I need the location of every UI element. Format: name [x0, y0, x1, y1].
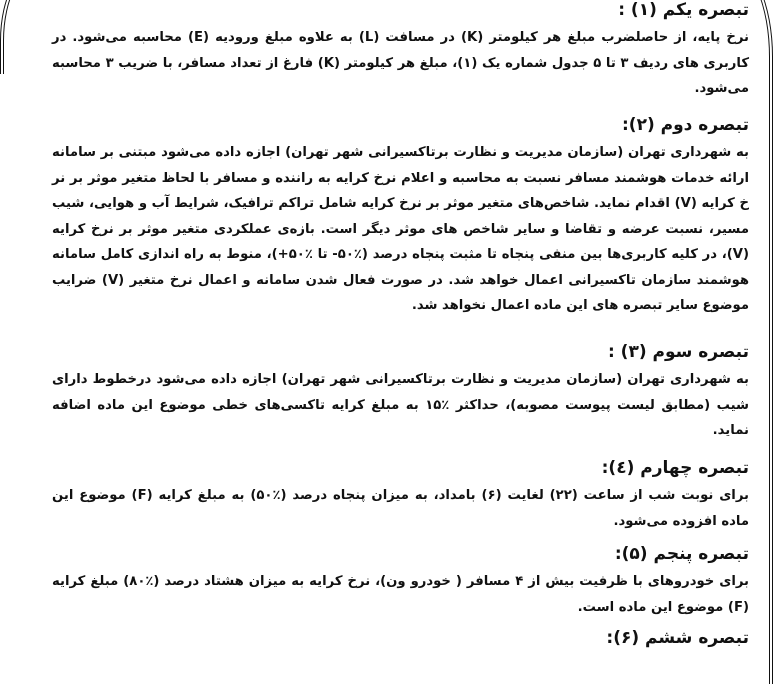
note-3-body: به شهرداری تهران (سازمان مدیریت و نظارت برتاکسیرانی شهر تهران) اجازه داده می‌شود درخطوط دارای شیب (مطابق لیست پیوست مصوبه)، حداکثر ٪۱۵ به مبلغ کرایه تاکسی‌های خطی موضوع این ماده اضافه نماید.	[52, 372, 749, 438]
note-4-heading: تبصره چهارم (٤):	[601, 458, 749, 478]
note-6-partial	[52, 625, 749, 651]
note-2-heading: تبصره دوم (۲):	[621, 115, 749, 135]
document-page	[52, 0, 750, 648]
note-3	[52, 339, 749, 444]
note-5-body: برای خودروهای با ظرفیت بیش از ۴ مسافر ( خودرو ون)، نرخ کرایه به میزان هشتاد درصد (٪۸۰) مبلغ کرایه (F) موضوع این ماده است.	[52, 574, 749, 615]
note-2	[52, 112, 749, 319]
note-1-heading: تبصره یکم (۱) :	[618, 0, 749, 20]
page-border-left-ornament	[0, 0, 44, 74]
note-5-heading: تبصره پنجم (۵):	[614, 544, 749, 564]
note-3-heading: تبصره سوم (۳) :	[607, 342, 749, 362]
note-1	[52, 0, 749, 102]
note-4-body: برای نوبت شب از ساعت (۲۲) لغایت (۶) بامداد، به میزان پنجاه درصد (٪۵۰) به مبلغ کرایه (F) موضوع این ماده افزوده می‌شود.	[52, 488, 749, 529]
note-6-heading: تبصره ششم (۶):	[606, 628, 749, 648]
note-2-body: به شهرداری تهران (سازمان مدیریت و نظارت برتاکسیرانی شهر تهران) اجازه داده می‌شود مبتنی بر سامانه ارائه خدمات هوشمند مسافر نسبت به محاسبه و اعلام نرخ کرایه به راننده و مسافر با لحاظ متغیر موثر بر نر خ کرایه (V) اقدام نماید. شاخص‌های متغیر موثر بر نرخ کرایه شامل تراکم ترافیک، شرایط آب و هوایی، شیب مسیر، نسبت عرضه و تقاضا و سایر شاخص های موثر دیگر است. بازه‌ی عملکردی متغیر موثر بر نرخ کرایه (V)، در کلیه کاربری‌ها بین منفی پنجاه تا مثبت پنجاه درصد (٪۵۰- تا ٪۵۰+)، منوط به راه اندازی کامل سامانه هوشمند سازمان تاکسیرانی اعمال خواهد شد. در صورت فعال شدن سامانه و اعمال نرخ متغیر (V) ضرایب موضوع سایر تبصره های این ماده اعمال نخواهد شد.	[52, 145, 749, 313]
note-5	[52, 541, 749, 620]
note-4	[52, 455, 749, 534]
note-1-body: نرخ پایه، از حاصلضرب مبلغ هر کیلومتر (K) در مسافت (L) به علاوه مبلغ ورودیه (E) محاسبه می‌شود. در کاربری های ردیف ۳ تا ۵ جدول شماره یک (۱)، مبلغ هر کیلومتر (K) فارغ از تعداد مسافر، با ضریب ۳ محاسبه می‌شود.	[52, 30, 750, 96]
